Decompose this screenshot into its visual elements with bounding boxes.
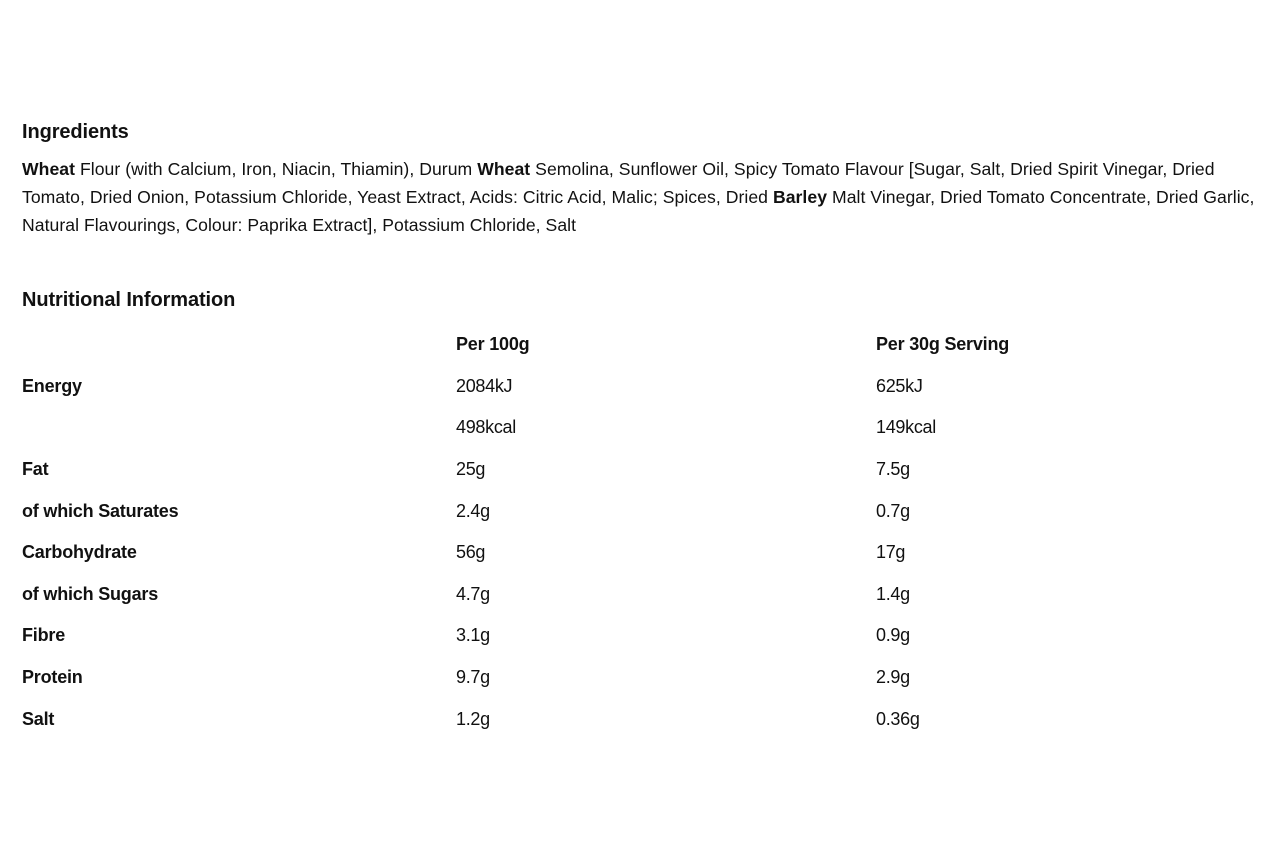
nutrient-label: Salt bbox=[22, 708, 55, 729]
ingredients-segment: Malt Vinegar, Dried Tomato Concentrate, Dried Garlic, Natural Flavourings, Colour: Paprika Extract], Potassium Chloride, Salt bbox=[22, 187, 1255, 235]
value-per-serving: 7.5g bbox=[876, 459, 910, 480]
nutrition-table bbox=[22, 324, 1274, 740]
column-header-per-serving: Per 30g Serving bbox=[876, 334, 1010, 355]
nutrition-row bbox=[22, 615, 1274, 657]
value-per-100g: 25g bbox=[456, 459, 486, 480]
ingredients-segment: Semolina, Sunflower Oil, Spicy Tomato Flavour [Sugar, Salt, Dried Spirit Vinegar, Dried Tomato, Dried Onion, Potassium Chloride, Yeast Extract, Acids: Citric Acid, Malic; Spices, Dried bbox=[22, 159, 1215, 207]
value-per-serving: 625kJ bbox=[876, 375, 923, 396]
nutrition-row bbox=[22, 574, 1274, 616]
nutrient-label: Protein bbox=[22, 667, 83, 688]
value-per-serving: 2.9g bbox=[876, 667, 910, 688]
value-per-100g: 1.2g bbox=[456, 708, 490, 729]
nutrient-label: of which Saturates bbox=[22, 500, 179, 521]
allergen-highlight: Wheat bbox=[22, 159, 76, 179]
value-per-serving: 1.4g bbox=[876, 583, 910, 604]
nutrition-row bbox=[22, 657, 1274, 699]
value-per-100g: 498kcal bbox=[456, 417, 516, 438]
nutrient-label bbox=[22, 407, 456, 449]
nutrient-label: of which Sugars bbox=[22, 583, 159, 604]
ingredients-list bbox=[22, 155, 1274, 239]
nutrient-label: Fibre bbox=[22, 625, 66, 646]
value-per-serving: 0.9g bbox=[876, 625, 910, 646]
nutrient-label: Energy bbox=[22, 375, 82, 396]
nutrition-row bbox=[22, 490, 1274, 532]
value-per-serving: 149kcal bbox=[876, 417, 936, 438]
nutrition-row bbox=[22, 366, 1274, 408]
nutrition-row bbox=[22, 449, 1274, 491]
nutrient-label: Fat bbox=[22, 459, 49, 480]
ingredients-segment: Flour (with Calcium, Iron, Niacin, Thiamin), Durum bbox=[75, 159, 478, 179]
product-information bbox=[22, 118, 1274, 729]
value-per-serving: 0.36g bbox=[876, 708, 920, 729]
column-header-per-100g: Per 100g bbox=[456, 334, 530, 355]
value-per-100g: 2.4g bbox=[456, 500, 490, 521]
nutrition-row bbox=[22, 407, 1274, 449]
column-header-nutrient bbox=[22, 324, 456, 366]
ingredients-heading: Ingredients bbox=[22, 121, 129, 143]
value-per-100g: 2084kJ bbox=[456, 375, 513, 396]
value-per-100g: 9.7g bbox=[456, 667, 490, 688]
nutrition-rows bbox=[22, 366, 1274, 740]
allergen-highlight: Barley bbox=[772, 187, 828, 207]
nutrition-heading: Nutritional Information bbox=[22, 289, 236, 311]
value-per-serving: 17g bbox=[876, 542, 906, 563]
value-per-serving: 0.7g bbox=[876, 500, 910, 521]
value-per-100g: 4.7g bbox=[456, 583, 490, 604]
nutrition-row bbox=[22, 532, 1274, 574]
nutrition-row bbox=[22, 698, 1274, 740]
value-per-100g: 3.1g bbox=[456, 625, 490, 646]
nutrient-label: Carbohydrate bbox=[22, 542, 137, 563]
allergen-highlight: Wheat bbox=[477, 159, 531, 179]
value-per-100g: 56g bbox=[456, 542, 486, 563]
nutrition-header-row bbox=[22, 324, 1274, 366]
